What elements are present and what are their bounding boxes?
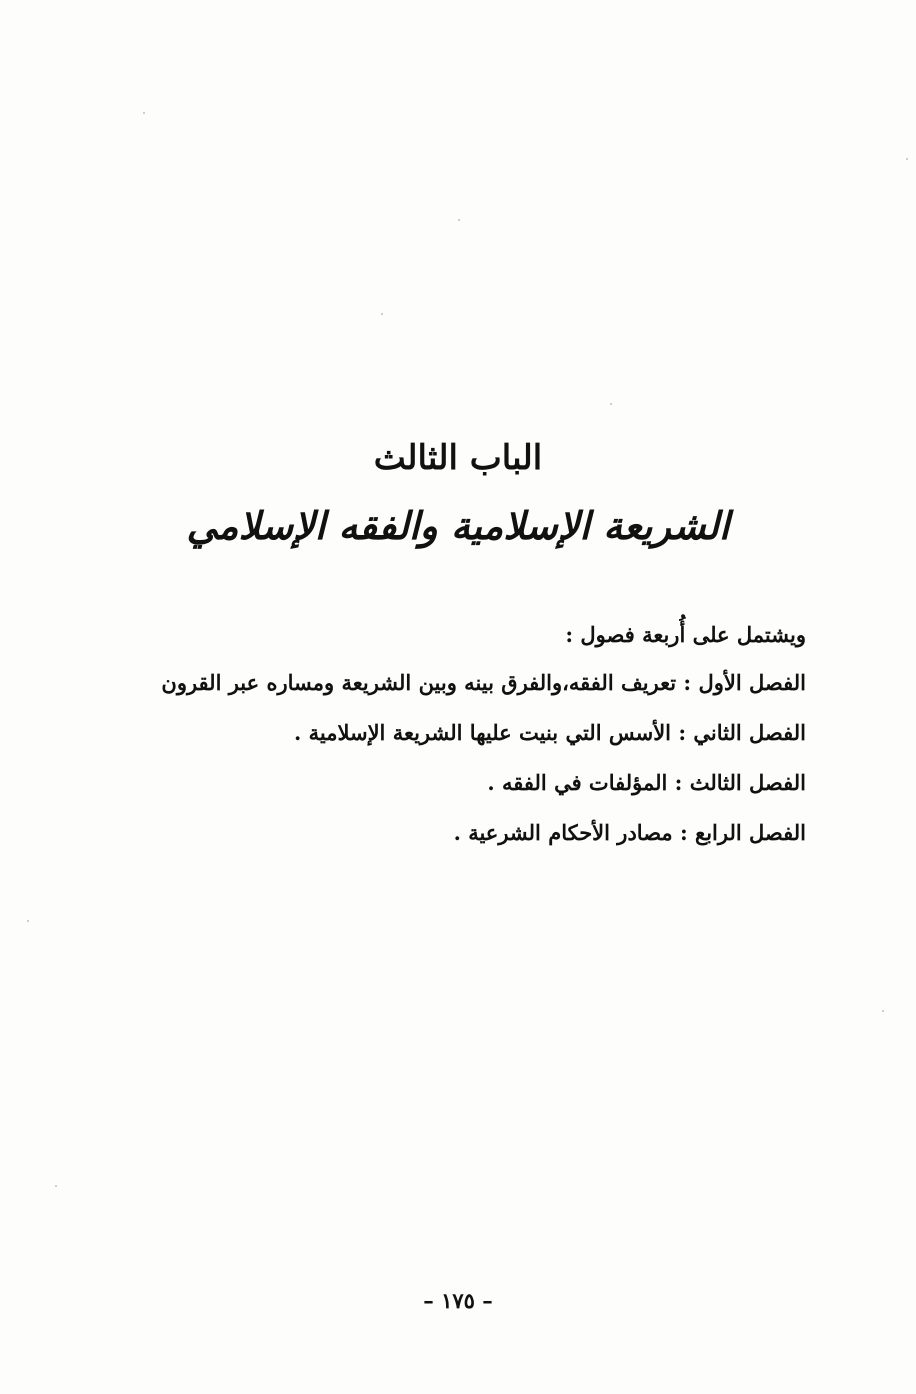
chapter-item-2: الفصل الثاني : الأسس التي بنيت عليها الشريعة الإسلامية . (293, 720, 806, 745)
paper-speck (27, 920, 29, 922)
paper-speck (458, 219, 460, 221)
chapter-item-4: الفصل الرابع : مصادر الأحكام الشرعية . (453, 820, 806, 845)
chapter-item-1: الفصل الأول : تعريف الفقه،والفرق بينه وبين الشريعة ومساره عبر القرون (161, 670, 806, 695)
paper-speck (55, 1185, 57, 1187)
chapter-list-intro: ويشتمل على أُربعة فصول : (565, 622, 806, 647)
paper-speck (610, 403, 612, 405)
paper-speck (906, 158, 908, 160)
part-title: الباب الثالث (373, 438, 543, 478)
paper-speck (143, 112, 145, 114)
paper-speck (882, 1010, 884, 1012)
chapter-item-3: الفصل الثالث : المؤلفات في الفقه . (487, 770, 806, 795)
part-subtitle: الشريعة الإسلامية والفقه الإسلامي (186, 503, 730, 548)
paper-speck (381, 313, 383, 315)
page-number: – ١٧٥ – (423, 1288, 493, 1313)
chapter-list (106, 612, 806, 858)
